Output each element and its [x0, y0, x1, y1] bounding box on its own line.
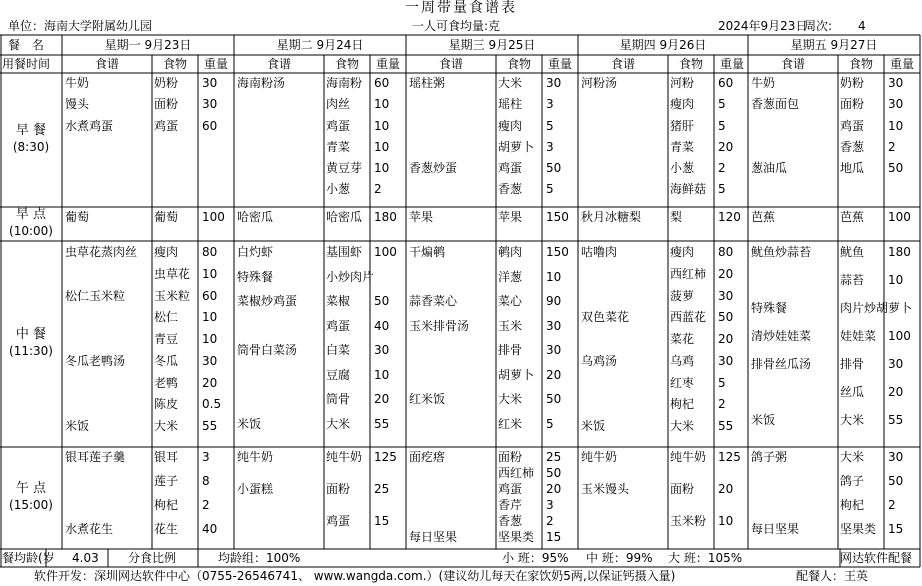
recipe-name: 纯牛奶	[237, 450, 274, 464]
food-weight: 30	[202, 76, 218, 90]
day-header: 星期四 9月26日	[619, 38, 707, 52]
food-weight: 2	[546, 514, 554, 528]
food-weight: 10	[888, 273, 904, 287]
food-name: 大米	[498, 392, 523, 406]
food-name: 小炒肉片	[326, 269, 375, 284]
meal-name: 午 点	[15, 481, 47, 496]
food-weight: 5	[546, 118, 554, 133]
food-name: 基围虾	[326, 245, 363, 259]
food-name: 大米	[326, 416, 351, 431]
food-name: 胡萝卜	[498, 367, 535, 382]
food-name: 面粉	[670, 482, 695, 496]
food-name: 青菜	[326, 139, 351, 154]
recipe-name: 海南粉汤	[237, 76, 286, 90]
food-name: 鸡蛋	[498, 482, 523, 496]
food-name: 排骨	[840, 357, 865, 371]
food-weight: 40	[374, 318, 390, 333]
meal-time: (8:30)	[12, 140, 50, 154]
food-name: 胡萝卜	[498, 139, 535, 154]
recipe-header: 食谱	[266, 57, 291, 71]
date-label: 2024年9月23日	[718, 19, 808, 33]
food-weight: 30	[888, 97, 904, 112]
weight-header: 重量	[203, 57, 228, 71]
food-name: 香葱	[498, 182, 523, 197]
food-header: 食物	[678, 57, 703, 71]
food-weight: 30	[718, 353, 734, 368]
food-weight: 20	[546, 482, 562, 496]
food-name: 红枣	[670, 375, 695, 390]
food-name: 坚果类	[840, 522, 877, 536]
food-weight: 150	[546, 210, 569, 224]
food-name: 苹果	[498, 210, 523, 224]
food-name: 鸽子	[840, 474, 865, 488]
food-name: 蒜苔	[840, 273, 865, 287]
food-weight: 180	[374, 210, 397, 224]
food-weight: 3	[546, 97, 554, 112]
recipe-name: 排骨丝瓜汤	[751, 357, 812, 371]
food-weight: 2	[202, 498, 210, 512]
food-header: 食物	[848, 57, 873, 71]
food-name: 猪肝	[670, 118, 695, 133]
food-weight: 30	[546, 318, 562, 333]
food-name: 肉丝	[326, 97, 351, 112]
food-weight: 50	[888, 161, 904, 176]
food-weight: 30	[374, 343, 390, 357]
food-weight: 15	[546, 530, 562, 544]
food-name: 菠萝	[670, 288, 695, 303]
recipe-name: 鱿鱼炒蒜苔	[751, 245, 812, 259]
food-name: 小葱	[326, 182, 351, 197]
food-weight: 10	[374, 118, 390, 133]
food-weight: 20	[546, 367, 562, 382]
recipe-name: 面疙瘩	[409, 450, 446, 464]
food-weight: 30	[546, 76, 562, 90]
food-name: 大米	[840, 450, 865, 464]
meal-name-header: 餐 名	[8, 38, 48, 52]
food-name: 鸡蛋	[326, 514, 351, 528]
meal-time: (10:00)	[9, 224, 53, 238]
food-name: 西蓝花	[670, 310, 707, 325]
recipe-name: 秋月冰糖梨	[581, 210, 642, 224]
food-name: 鸡蛋	[326, 318, 351, 333]
unit-label: 单位：海南大学附属幼儿园	[8, 19, 153, 33]
food-name: 乌鸡	[670, 353, 695, 368]
food-name: 梨	[670, 210, 683, 224]
recipe-name: 白灼虾	[237, 245, 274, 259]
food-name: 莲子	[154, 474, 179, 488]
food-weight: 100	[888, 329, 911, 343]
recipe-name: 每日坚果	[409, 530, 458, 544]
small-class: 小 班：95%	[502, 551, 569, 565]
food-header: 食物	[506, 57, 531, 71]
food-weight: 80	[718, 245, 734, 259]
food-name: 香芹	[498, 498, 523, 512]
food-name: 冬瓜	[154, 353, 179, 368]
food-weight: 100	[888, 210, 911, 224]
food-name: 青豆	[154, 332, 179, 347]
food-weight: 50	[546, 466, 562, 480]
food-weight: 55	[374, 416, 390, 431]
food-name: 菜心	[498, 294, 523, 308]
food-name: 纯牛奶	[326, 450, 363, 464]
food-name: 陈皮	[154, 397, 179, 412]
food-name: 纯牛奶	[670, 450, 707, 464]
age-label: 餐均龄(岁	[2, 551, 55, 565]
food-header: 食物	[162, 57, 187, 71]
food-weight: 90	[546, 294, 562, 308]
age-value: 4.03	[72, 551, 99, 565]
food-weight: 20	[718, 139, 734, 154]
food-name: 玉米粒	[154, 288, 191, 303]
food-weight: 10	[718, 514, 734, 528]
meal-time-header: 用餐时间	[2, 57, 51, 71]
food-weight: 150	[546, 245, 569, 259]
food-name: 面粉	[498, 450, 523, 464]
food-weight: 60	[202, 118, 218, 133]
food-name: 瑶柱	[498, 97, 523, 112]
food-weight: 80	[202, 245, 218, 259]
recipe-name: 牛奶	[751, 76, 776, 90]
food-weight: 20	[718, 332, 734, 347]
food-name: 奶粉	[840, 76, 865, 90]
recipe-name: 河粉汤	[581, 76, 618, 90]
food-weight: 2	[718, 161, 726, 176]
recipe-name: 葱油瓜	[751, 161, 788, 176]
food-name: 地瓜	[840, 161, 865, 176]
recipe-name: 玉米馒头	[581, 482, 630, 496]
food-name: 河粉	[670, 76, 695, 90]
food-name: 洋葱	[498, 269, 523, 284]
food-name: 黄豆芽	[326, 161, 363, 176]
food-name: 鸡蛋	[326, 118, 351, 133]
recipe-name: 菜椒炒鸡蛋	[237, 294, 298, 308]
recipe-name: 鸽子粥	[751, 450, 788, 464]
food-name: 小葱	[670, 161, 695, 176]
recipe-name: 芭蕉	[751, 210, 776, 224]
food-weight: 30	[718, 288, 734, 303]
recipe-name: 乌鸡汤	[581, 353, 618, 368]
food-name: 枸杞	[840, 498, 865, 512]
food-weight: 10	[374, 367, 390, 382]
food-name: 筒骨	[326, 392, 351, 406]
food-name: 香葱	[498, 514, 523, 528]
food-header: 食物	[334, 57, 359, 71]
recipe-name: 特殊餐	[751, 301, 788, 315]
food-weight: 55	[888, 413, 904, 427]
food-weight: 30	[888, 76, 904, 90]
meal-time: (15:00)	[9, 498, 53, 512]
recipe-name: 哈密瓜	[237, 210, 274, 224]
preparer: 配餐人：王英	[796, 569, 869, 583]
meal-time: (11:30)	[9, 344, 53, 358]
food-name: 虫草花	[154, 266, 191, 281]
day-header: 星期一 9月23日	[104, 38, 192, 52]
recipe-name: 冬瓜老鸭汤	[65, 353, 126, 368]
food-weight: 8	[202, 474, 210, 488]
food-weight: 2	[888, 139, 896, 154]
food-weight: 5	[546, 182, 554, 197]
food-weight: 5	[718, 97, 726, 112]
weight-header: 重量	[719, 57, 744, 71]
food-weight: 125	[374, 450, 397, 464]
food-name: 菜花	[670, 332, 695, 347]
food-name: 白菜	[326, 343, 351, 357]
food-name: 鸡蛋	[498, 161, 523, 176]
food-weight: 2	[374, 182, 382, 197]
food-name: 青菜	[670, 139, 695, 154]
food-weight: 10	[374, 97, 390, 112]
weight-header: 重量	[889, 57, 914, 71]
recipe-name: 筒骨白菜汤	[237, 343, 298, 357]
page-title: 一周带量食谱表	[405, 0, 517, 16]
week-number: 4	[858, 19, 866, 33]
recipe-header: 食谱	[438, 57, 463, 71]
day-header: 星期二 9月24日	[276, 38, 364, 52]
food-weight: 10	[202, 266, 218, 281]
food-name: 鸡蛋	[154, 118, 179, 133]
food-weight: 100	[202, 210, 225, 224]
food-weight: 30	[888, 450, 904, 464]
food-name: 松仁	[154, 310, 179, 325]
food-weight: 15	[374, 514, 390, 528]
recipe-name: 水煮鸡蛋	[65, 118, 114, 133]
food-weight: 3	[546, 139, 554, 154]
food-weight: 0.5	[202, 397, 222, 412]
recipe-name: 葡萄	[65, 210, 90, 224]
food-name: 鸡蛋	[840, 118, 865, 133]
food-name: 大米	[670, 419, 695, 434]
food-name: 西红柿	[670, 266, 707, 281]
recipe-name: 蒜香菜心	[409, 294, 458, 308]
food-name: 豆腐	[326, 367, 351, 382]
recipe-name: 馒头	[65, 97, 90, 112]
day-header: 星期三 9月25日	[448, 38, 536, 52]
recipe-name: 红米饭	[409, 392, 446, 406]
food-weight: 5	[718, 375, 726, 390]
food-name: 排骨	[498, 343, 523, 357]
meal-name: 早 餐	[15, 123, 47, 138]
food-name: 海鲜菇	[670, 182, 707, 197]
recipe-name: 小蛋糕	[237, 482, 274, 496]
food-name: 面粉	[840, 97, 865, 112]
weight-header: 重量	[547, 57, 572, 71]
meal-name: 中 餐	[15, 327, 47, 342]
food-name: 鹌肉	[498, 245, 523, 259]
food-weight: 5	[718, 118, 726, 133]
recipe-name: 松仁玉米粒	[65, 288, 126, 303]
food-name: 面粉	[154, 97, 179, 112]
day-header: 星期五 9月27日	[790, 38, 878, 52]
developer-info: 软件开发：深圳网达软件中心（0755-26546741、 www.wangda.com.）(建议幼儿每天在家饮奶5两,以保证钙摄入量)	[34, 569, 676, 583]
recipe-name: 特殊餐	[237, 269, 274, 284]
food-weight: 50	[718, 310, 734, 325]
recipe-name: 干煸鹌	[409, 245, 446, 259]
food-weight: 30	[202, 97, 218, 112]
food-weight: 60	[202, 288, 218, 303]
ratio-label: 分食比例	[128, 551, 177, 565]
food-weight: 3	[202, 450, 210, 464]
weight-header: 重量	[375, 57, 400, 71]
food-name: 奶粉	[154, 76, 179, 90]
food-weight: 10	[546, 269, 562, 284]
food-weight: 25	[546, 450, 562, 464]
food-name: 哈密瓜	[326, 210, 363, 224]
food-name: 大米	[840, 413, 865, 427]
food-weight: 50	[546, 392, 562, 406]
recipe-name: 纯牛奶	[581, 450, 618, 464]
food-weight: 50	[374, 294, 390, 308]
food-name: 瘦肉	[498, 118, 523, 133]
food-name: 西红柿	[498, 466, 535, 480]
food-name: 枸杞	[154, 498, 179, 512]
food-weight: 2	[718, 397, 726, 412]
food-name: 葡萄	[154, 210, 179, 224]
recipe-name: 瑶柱粥	[409, 76, 446, 90]
recipe-name: 香葱面包	[751, 97, 800, 112]
food-weight: 10	[202, 310, 218, 325]
food-weight: 125	[718, 450, 741, 464]
food-weight: 50	[888, 474, 904, 488]
food-name: 枸杞	[670, 397, 695, 412]
food-name: 大米	[154, 419, 179, 434]
food-name: 瘦肉	[670, 97, 695, 112]
food-weight: 30	[888, 357, 904, 371]
food-weight: 60	[374, 76, 390, 90]
recipe-name: 牛奶	[65, 76, 90, 90]
food-weight: 30	[546, 343, 562, 357]
food-weight: 180	[888, 245, 911, 259]
food-name: 花生	[154, 522, 179, 536]
food-weight: 10	[202, 332, 218, 347]
food-name: 老鸭	[154, 375, 179, 390]
food-weight: 20	[202, 375, 218, 390]
food-weight: 5	[718, 182, 726, 197]
food-name: 银耳	[154, 450, 179, 464]
footer	[0, 568, 922, 586]
food-name: 娃娃菜	[840, 329, 877, 343]
recipe-name: 双色菜花	[581, 310, 630, 325]
recipe-name: 虫草花蒸肉丝	[65, 245, 138, 259]
food-name: 大米	[498, 76, 523, 90]
food-weight: 20	[374, 392, 390, 406]
food-weight: 100	[374, 245, 397, 259]
food-weight: 60	[718, 76, 734, 90]
recipe-header: 食谱	[780, 57, 805, 71]
food-name: 海南粉	[326, 76, 363, 90]
recipe-header: 食谱	[94, 57, 119, 71]
food-weight: 55	[718, 419, 734, 434]
food-weight: 50	[546, 161, 562, 176]
recipe-name: 米饭	[65, 419, 90, 434]
food-name: 芭蕉	[840, 210, 865, 224]
food-weight: 2	[888, 498, 896, 512]
food-name: 坚果类	[498, 530, 535, 544]
food-weight: 20	[718, 482, 734, 496]
recipe-name: 米饭	[751, 413, 776, 427]
food-name: 肉片炒胡萝卜	[840, 301, 913, 315]
food-name: 瘦肉	[670, 245, 695, 259]
recipe-header: 食谱	[610, 57, 635, 71]
food-name: 菜椒	[326, 294, 351, 308]
food-name: 玉米粉	[670, 514, 707, 528]
recipe-name: 玉米排骨汤	[409, 318, 470, 333]
food-name: 鱿鱼	[840, 245, 865, 259]
per-person-label: 一人可食均量:克	[412, 19, 501, 33]
recipe-name: 清炒娃娃菜	[751, 329, 812, 343]
middle-class: 中 班：99%	[586, 551, 653, 565]
recipe-name: 米饭	[581, 419, 606, 434]
food-weight: 25	[374, 482, 390, 496]
recipe-name: 香葱炒蛋	[409, 161, 458, 176]
food-weight: 10	[888, 118, 904, 133]
food-weight: 15	[888, 522, 904, 536]
recipe-name: 银耳莲子羹	[65, 450, 126, 464]
food-weight: 10	[374, 139, 390, 154]
food-name: 红米	[498, 416, 523, 431]
food-name: 面粉	[326, 482, 351, 496]
food-weight: 20	[888, 385, 904, 399]
recipe-name: 咕噜肉	[581, 245, 618, 259]
food-weight: 40	[202, 522, 218, 536]
brand-label: 网达软件配餐	[840, 551, 913, 565]
avg-group: 均龄组：100%	[218, 551, 301, 565]
food-weight: 3	[546, 498, 554, 512]
large-class: 大 班：105%	[668, 551, 743, 565]
food-weight: 20	[718, 266, 734, 281]
food-name: 丝瓜	[840, 385, 865, 399]
food-weight: 30	[202, 353, 218, 368]
recipe-name: 水煮花生	[65, 522, 114, 536]
food-weight: 55	[202, 419, 218, 434]
food-name: 玉米	[498, 318, 523, 333]
week-label: 周次:	[804, 19, 833, 33]
food-name: 瘦肉	[154, 245, 179, 259]
food-weight: 120	[718, 210, 741, 224]
food-name: 香葱	[840, 139, 865, 154]
meal-name: 早 点	[15, 207, 47, 222]
recipe-name: 苹果	[409, 210, 434, 224]
recipe-name: 每日坚果	[751, 522, 800, 536]
food-weight: 10	[374, 161, 390, 176]
food-weight: 5	[546, 416, 554, 431]
recipe-name: 米饭	[237, 416, 262, 431]
